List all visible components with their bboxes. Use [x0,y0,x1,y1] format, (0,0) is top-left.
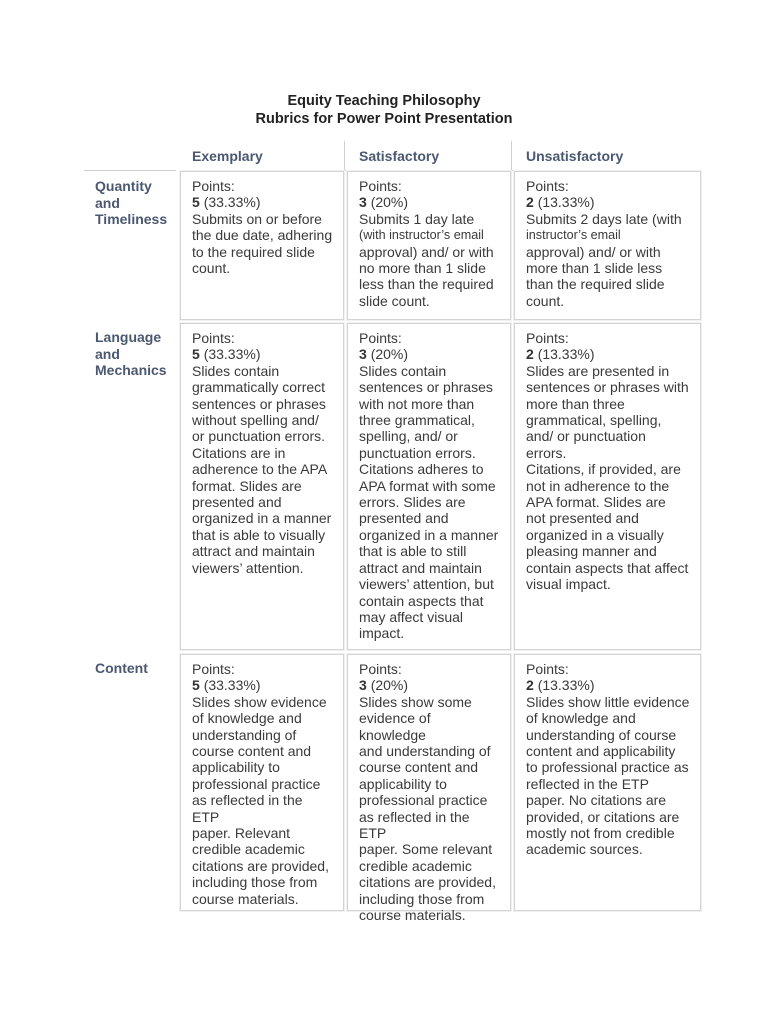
description-line: spelling, and/ or [359,428,458,445]
rubric-cell-content-exemplary [180,654,344,911]
document-title [0,92,768,128]
points-value-line [526,194,690,210]
description-line: evidence of knowledge [359,710,431,743]
description-line: Slides contain [359,362,447,379]
points-label: Points: [526,178,569,194]
description-line: errors. Slides are [359,494,466,511]
points-value: 2 [526,346,534,363]
description-line: adherence to the APA [192,461,328,478]
description-line: applicability to [192,759,280,776]
points-value-line [192,677,333,693]
points-value-line [526,677,690,693]
points-percent: (13.33%) [537,677,595,694]
description-line: that is able to still [359,543,467,560]
points-label: Points: [359,330,402,346]
description-line: Submits 1 day late [359,210,475,227]
criterion-description [192,694,333,907]
criterion-description [192,211,333,277]
description-line: may affect visual [359,608,464,625]
description-line: course content and [192,743,312,760]
description-line: Slides show some [359,693,472,710]
description-line: organized in a visually [526,526,664,543]
rubric-cell-language-exemplary [180,323,344,650]
description-line: and/ or punctuation errors. [526,428,646,461]
rubric-cell-language-satisfactory [347,323,511,650]
criterion-description [359,363,500,642]
description-line: instructor’s email [526,228,621,243]
description-line: less than the required [359,276,494,293]
points-percent: (33.33%) [203,346,261,363]
description-line: organized in a manner [359,526,499,543]
description-line: impact. [359,625,405,642]
description-line: Citations adheres to [359,461,484,478]
description-line: provided, or citations are [526,808,680,825]
description-line: attract and maintain [359,559,482,576]
description-line: no more than 1 slide [359,260,486,277]
points-label: Points: [192,330,235,346]
description-line: citations are provided, [359,874,496,891]
description-line: paper. Some relevant [359,841,493,858]
row-label-quantity-timeliness [95,178,175,228]
description-line: course content and [359,759,479,776]
points-value-line [359,346,500,362]
description-line: Slides show little evidence [526,693,690,710]
points-percent: (33.33%) [203,677,261,694]
title-line-2: Rubrics for Power Point Presentation [255,111,513,127]
description-line: Submits on or before [192,210,322,227]
points-value: 3 [359,194,367,211]
points-label: Points: [526,661,569,677]
description-line: that is able to visually [192,526,326,543]
description-line: of knowledge and [526,710,636,727]
points-percent: (20%) [370,677,409,694]
points-value-line [359,194,500,210]
description-line: (with instructor’s email [359,228,484,243]
points-percent: (33.33%) [203,194,261,211]
header-column-divider-2 [511,141,512,171]
points-label: Points: [526,330,569,346]
row-label-content [95,660,175,677]
description-line: Slides contain [192,362,280,379]
rubric-cell-quantity-satisfactory [347,171,511,320]
column-header-exemplary: Exemplary [192,148,263,164]
description-line: content and applicability [526,743,676,760]
description-line: pleasing manner and [526,543,657,560]
description-line: paper. No citations are [526,792,667,809]
description-line: understanding of [192,726,297,743]
title-line-1: Equity Teaching Philosophy [287,93,481,109]
description-line: course materials. [192,890,299,907]
description-line: three grammatical, [359,412,475,429]
rubric-cell-quantity-exemplary [180,171,344,320]
description-line: mostly not from credible [526,825,675,842]
header-divider-label [84,170,176,171]
description-line: not in adherence to the [526,477,670,494]
row-label-line: Mechanics [95,362,167,378]
points-value: 5 [192,346,200,363]
description-line: the due date, adhering [192,227,333,244]
row-label-line: and [95,345,120,362]
description-line: punctuation errors. [359,444,476,461]
description-line: professional practice [359,792,488,809]
row-label-line: Content [95,660,148,676]
points-value-line [526,346,690,362]
description-line: to the required slide [192,243,315,260]
description-line: not presented and [526,510,639,527]
rubric-cell-quantity-unsatisfactory [514,171,701,320]
description-line: professional practice [192,775,321,792]
description-line: including those from [359,890,485,907]
description-line: approval) and/ or with [526,243,661,260]
header-column-divider-1 [344,141,345,171]
description-line: count. [526,292,565,309]
description-line: Slides are presented in [526,362,670,379]
description-line: course materials. [359,907,466,924]
points-value: 5 [192,677,200,694]
description-line: as reflected in the ETP [359,808,470,842]
row-label-language-mechanics [95,329,175,379]
description-line: without spelling and/ [192,412,319,429]
description-line: of knowledge and [192,710,302,727]
points-label: Points: [359,661,402,677]
row-label-line: Quantity [95,178,152,194]
description-line: sentences or phrases with [526,379,689,396]
description-line: APA format with some [359,477,496,494]
points-value: 2 [526,194,534,211]
points-percent: (20%) [370,346,409,363]
description-line: attract and maintain [192,543,315,560]
description-line: more than 1 slide less [526,260,663,277]
points-value: 5 [192,194,200,211]
points-percent: (13.33%) [537,194,595,211]
description-line: presented and [359,510,449,527]
description-line: contain aspects that [359,592,484,609]
description-line: grammatically correct [192,379,326,396]
description-line: more than three [526,395,625,412]
criterion-description [192,363,333,576]
description-line: Submits 2 days late (with [526,210,682,227]
description-line: and understanding of [359,743,491,760]
points-value: 2 [526,677,534,694]
points-value-line [192,194,333,210]
points-percent: (20%) [370,194,409,211]
description-line: approval) and/ or with [359,243,494,260]
row-label-line: Language [95,329,162,345]
description-line: to professional practice as [526,759,689,776]
rubric-cell-language-unsatisfactory [514,323,701,650]
description-line: contain aspects that affect [526,559,689,576]
criterion-description [526,694,690,858]
description-line: Slides show evidence [192,693,327,710]
description-line: viewers’ attention, but [359,576,494,593]
description-line: sentences or phrases [359,379,493,396]
points-label: Points: [192,661,235,677]
criterion-description [526,211,690,309]
description-line: slide count. [359,292,430,309]
description-line: credible academic [192,841,305,858]
description-line: than the required slide [526,276,665,293]
description-line: academic sources. [526,841,643,858]
description-line: viewers’ attention. [192,559,304,576]
rubric-cell-content-satisfactory [347,654,511,924]
description-line: organized in a manner [192,510,332,527]
description-line: Citations are in [192,444,286,461]
criterion-description [526,363,690,593]
row-label-line: and [95,194,120,211]
rubric-cell-content-unsatisfactory [514,654,701,911]
description-line: reflected in the ETP [526,775,649,792]
description-line: or punctuation errors. [192,428,326,445]
description-line: including those from [192,874,318,891]
description-line: paper. Relevant [192,825,291,842]
points-value: 3 [359,346,367,363]
description-line: count. [192,260,231,277]
points-percent: (13.33%) [537,346,595,363]
description-line: sentences or phrases [192,395,326,412]
column-header-satisfactory: Satisfactory [359,148,440,164]
points-value-line [359,677,500,693]
description-line: Citations, if provided, are [526,461,681,478]
description-line: applicability to [359,775,447,792]
criterion-description [359,694,500,924]
description-line: credible academic [359,857,472,874]
description-line: as reflected in the ETP [192,792,303,825]
description-line: citations are provided, [192,857,329,874]
points-label: Points: [359,178,402,194]
description-line: with not more than [359,395,475,412]
criterion-description [359,211,500,309]
description-line: format. Slides are [192,477,302,494]
points-value: 3 [359,677,367,694]
description-line: understanding of course [526,726,677,743]
row-label-line: Timeliness [95,211,168,227]
points-label: Points: [192,178,235,194]
description-line: grammatical, spelling, [526,412,662,429]
points-value-line [192,346,333,362]
column-header-unsatisfactory: Unsatisfactory [526,148,624,164]
description-line: APA format. Slides are [526,494,666,511]
description-line: visual impact. [526,576,611,593]
description-line: presented and [192,494,282,511]
